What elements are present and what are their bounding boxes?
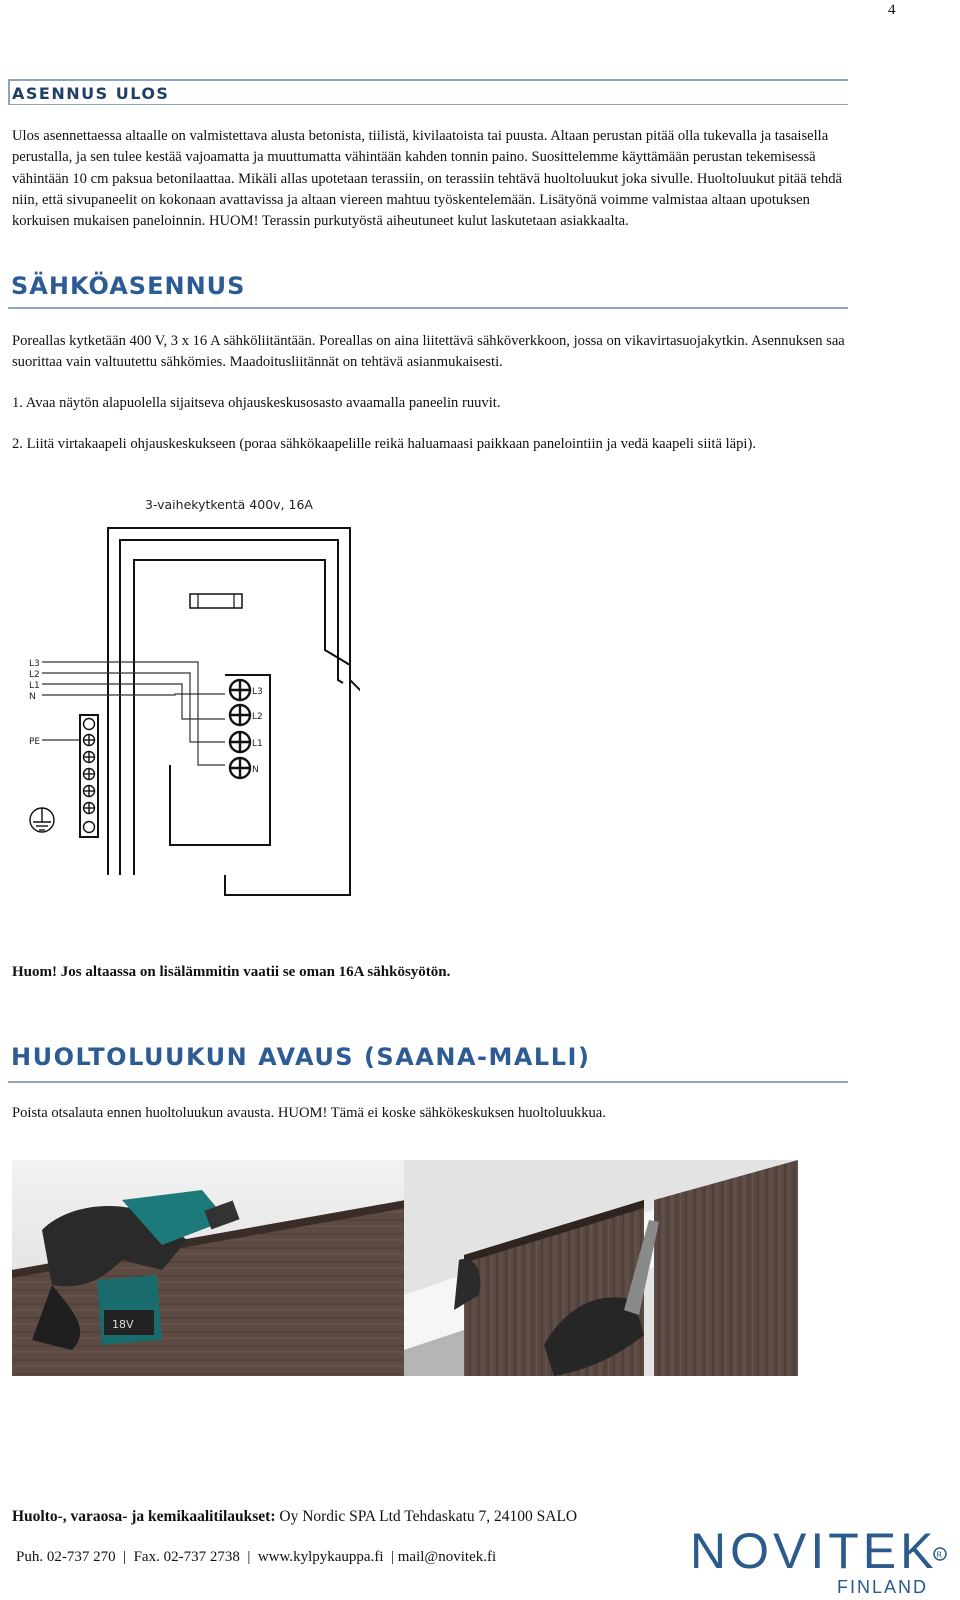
novitek-logo <box>690 1526 955 1596</box>
earth-ground-icon <box>30 808 54 832</box>
terminal-label-l1: L1 <box>252 739 263 749</box>
housing-outline <box>108 528 360 875</box>
section-rule <box>8 307 848 309</box>
supply-label-l3: L3 <box>29 659 40 669</box>
step-2-text: 2. Liitä virtakaapeli ohjauskeskukseen (poraa sähkökaapelille reikä haluamaasi paikkaan panelointiin ja vedä kaapeli siitä läpi). <box>12 436 756 452</box>
section-heading-sahkoasennus: SÄHKÖASENNUS <box>11 272 246 300</box>
note-extra-heater: Huom! Jos altaassa on lisälämmitin vaatii se oman 16A sähkösyötön. <box>12 964 451 980</box>
paragraph-asennus-ulos: Ulos asennettaessa altaalle on valmistettava alusta betonista, tiilistä, kivilaatoista tai puusta. Altaan perustan pitää olla tukevalla ja tasaisella perustalla, ja sen tulee kestää vajoamatta ja muuttumatta vähintään kahden tonnin paino. Suosittelemme käyttämään perustan tekemisessä vähintään 10 cm paksua betonilaattaa. Mikäli allas upotetaan terassiin, on terassiin tehtävä huoltoluukut joka sivulle. Huoltoluukut pitää tehdä niin, että sivupaneelit on kokonaan avattavissa ja altaan viereen mahtuu työskentelemään. Lisätyönä voimme valmistaa altaan upotuksen korkuisen mukaisen paneloinnin. HUOM! Terassin purkutyöstä aiheutuneet kulut laskutetaan asiakkaalta. <box>12 128 843 230</box>
section-rule <box>8 79 848 81</box>
supply-label-l1: L1 <box>29 681 40 691</box>
paragraph-huoltoluukun-avaus: Poista otsalauta ennen huoltoluukun avausta. HUOM! Tämä ei koske sähkökeskuksen huoltoluukkua. <box>12 1105 606 1121</box>
section-heading-huoltoluukun-avaus: HUOLTOLUUKUN AVAUS (SAANA-MALLI) <box>11 1043 591 1071</box>
pe-label: PE <box>29 737 41 747</box>
wiring-diagram <box>20 500 360 900</box>
terminal-block-outline <box>170 675 270 845</box>
logo-subtitle: FINLAND <box>837 1577 929 1596</box>
diagram-title: 3-vaihekytkentä 400v, 16A <box>145 500 313 512</box>
housing-inner <box>120 540 343 875</box>
section-rule <box>8 104 848 105</box>
section-rule-left <box>8 79 10 105</box>
footer-contact-label: Huolto-, varaosa- ja kemikaalitilaukset: <box>12 1508 276 1525</box>
page-number: 4 <box>888 2 896 18</box>
footer-contact-line <box>12 1508 577 1526</box>
photo-panel-removal <box>404 1160 798 1376</box>
svg-text:18V: 18V <box>112 1318 134 1331</box>
terminal-label-l2: L2 <box>252 712 263 722</box>
photo-drill-on-panel <box>12 1160 406 1376</box>
supply-label-n: N <box>29 692 36 702</box>
footer-phone-web-line: Puh. 02-737 270 | Fax. 02-737 2738 | www.kylpykauppa.fi | mail@novitek.fi <box>16 1549 497 1565</box>
section-rule <box>8 1081 848 1083</box>
svg-text:R: R <box>936 1550 943 1560</box>
section-heading-asennus-ulos: ASENNUS ULOS <box>12 84 170 103</box>
step-1-text: 1. Avaa näytön alapuolella sijaitseva ohjauskeskusosasto avaamalla paneelin ruuvit. <box>12 395 501 411</box>
supply-label-l2: L2 <box>29 670 40 680</box>
logo-wordmark: NOVITEK <box>690 1526 938 1579</box>
terminal-label-l3: L3 <box>252 687 263 697</box>
paragraph-sahkoasennus: Poreallas kytketään 400 V, 3 x 16 A sähköliitäntään. Poreallas on aina liitettävä sähköverkkoon, jossa on vikavirtasuojakytkin. Asennuksen saa suorittaa vain valtuutettu sähkömies. Maadoitusliitännät on tehtävä asianmukaisesti. <box>12 333 845 371</box>
footer-contact-address: Oy Nordic SPA Ltd Tehdaskatu 7, 24100 SALO <box>275 1508 578 1525</box>
terminal-label-n: N <box>252 765 259 775</box>
